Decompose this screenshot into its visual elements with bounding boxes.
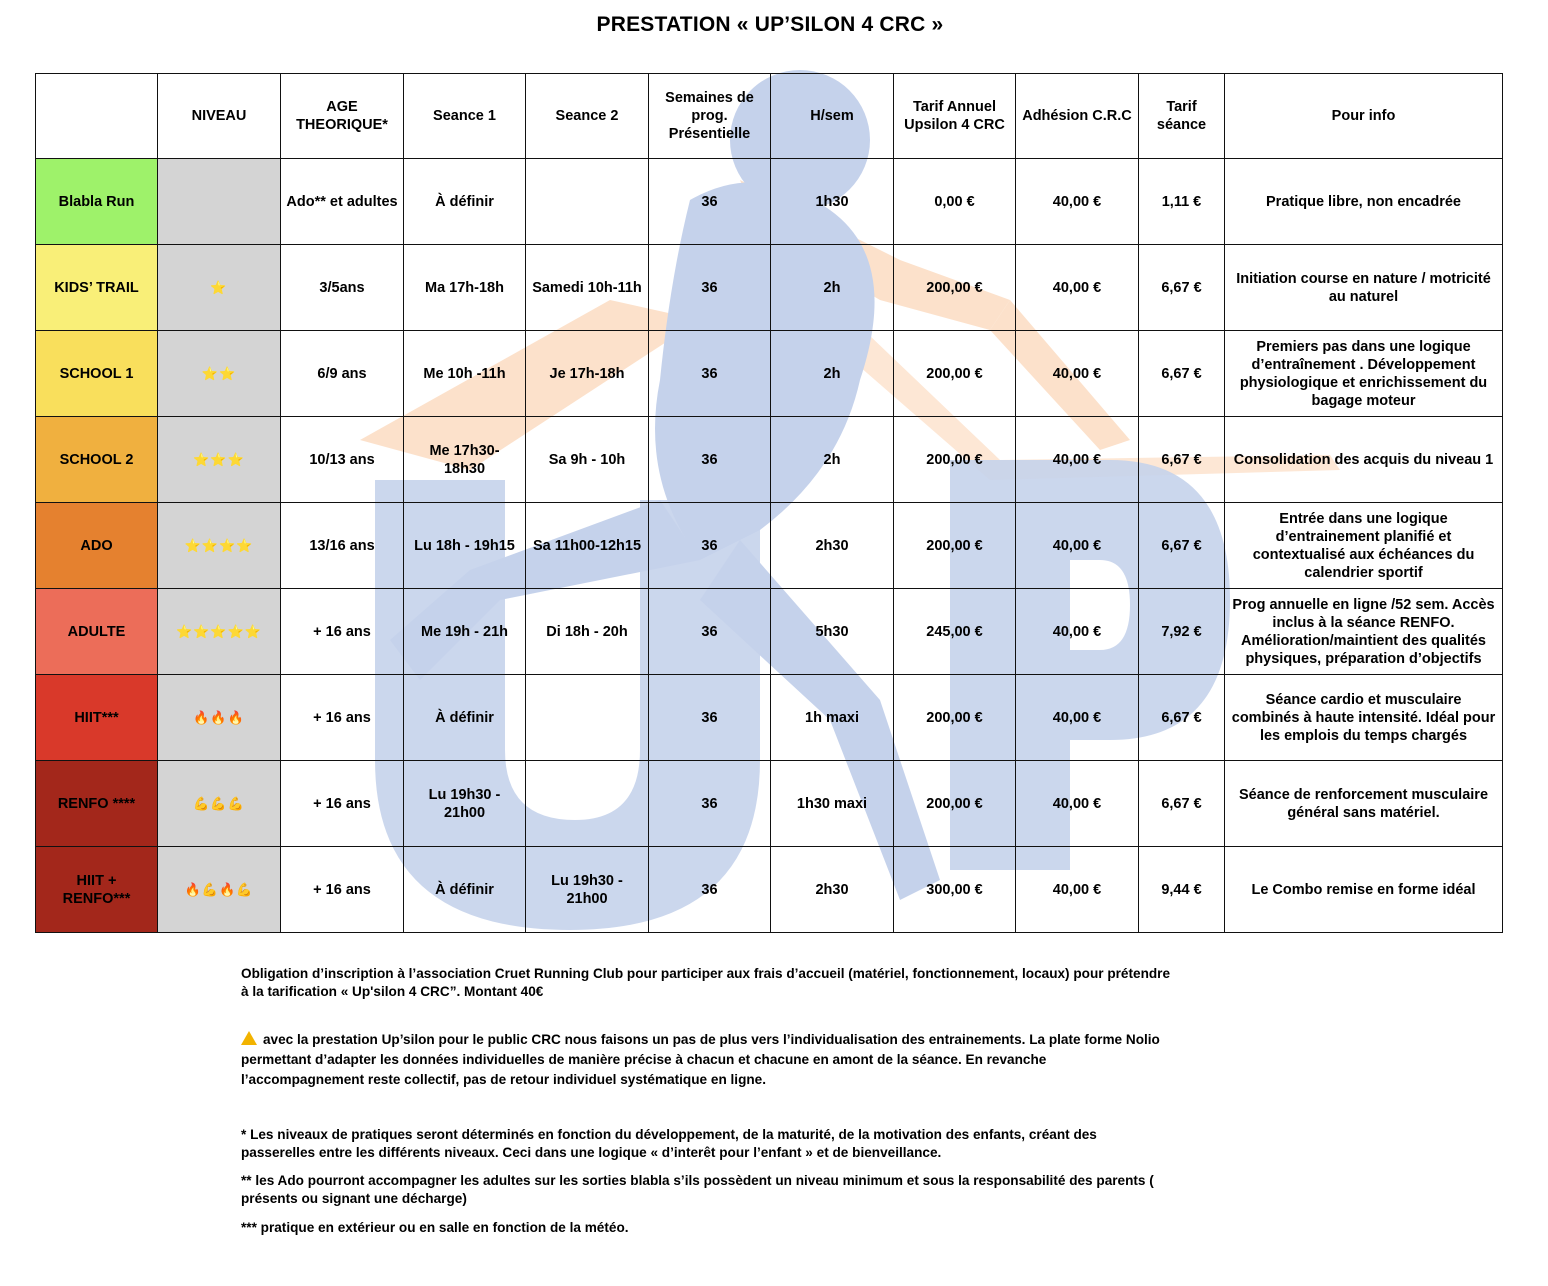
session-price-cell: 6,67 € (1139, 761, 1225, 847)
note-warning (241, 1030, 1171, 1090)
info-cell: Prog annuelle en ligne /52 sem. Accès inclus à la séance RENFO. Amélioration/maintient des qualités physiques, préparation d’objectifs (1225, 589, 1503, 675)
annual-price-cell: 300,00 € (894, 847, 1016, 933)
session-price-cell: 7,92 € (1139, 589, 1225, 675)
row-name-cell: HIIT*** (36, 675, 158, 761)
row-name-cell: SCHOOL 1 (36, 331, 158, 417)
row-name-cell: ADO (36, 503, 158, 589)
header-cell: AGE THEORIQUE* (281, 74, 404, 159)
note-warning-text: avec la prestation Up’silon pour le public CRC nous faisons un pas de plus vers l’individualisation des entrainements. La plate forme Nolio permettant d’adapter les données individuelles de manière précise à chacun et chacune en amont de la séance. En revanche l’accompagnement reste collectif, pas de retour individuel systématique en ligne. (241, 1032, 1160, 1087)
note-obligation: Obligation d’inscription à l’association Cruet Running Club pour participer aux frais d’accueil (matériel, fonctionnement, locaux) pour prétendre à la tarification « Up'silon 4 CRC”. Montant 40€ (241, 966, 1171, 999)
annual-price-cell: 200,00 € (894, 675, 1016, 761)
level-cell: ⭐⭐ (158, 331, 281, 417)
age-cell: 10/13 ans (281, 417, 404, 503)
hours-cell: 2h (771, 245, 894, 331)
session-price-cell: 6,67 € (1139, 503, 1225, 589)
level-cell: 💪💪💪 (158, 761, 281, 847)
hours-cell: 2h (771, 417, 894, 503)
row-name-cell: KIDS’ TRAIL (36, 245, 158, 331)
header-cell: Seance 1 (404, 74, 526, 159)
session-price-cell: 6,67 € (1139, 331, 1225, 417)
membership-cell: 40,00 € (1016, 847, 1139, 933)
table-row (36, 847, 1503, 933)
annual-price-cell: 245,00 € (894, 589, 1016, 675)
session2-cell (526, 761, 649, 847)
session-price-cell: 1,11 € (1139, 159, 1225, 245)
session1-cell: Ma 17h-18h (404, 245, 526, 331)
info-cell: Séance cardio et musculaire combinés à haute intensité. Idéal pour les emplois du temps chargés (1225, 675, 1503, 761)
annual-price-cell: 200,00 € (894, 761, 1016, 847)
weeks-cell: 36 (649, 331, 771, 417)
table-row (36, 331, 1503, 417)
warning-icon (241, 1031, 257, 1045)
age-cell: 13/16 ans (281, 503, 404, 589)
info-cell: Le Combo remise en forme idéal (1225, 847, 1503, 933)
annual-price-cell: 0,00 € (894, 159, 1016, 245)
pricing-table (35, 73, 1503, 933)
session2-cell: Sa 9h - 10h (526, 417, 649, 503)
weeks-cell: 36 (649, 245, 771, 331)
age-cell: 6/9 ans (281, 331, 404, 417)
header-cell: H/sem (771, 74, 894, 159)
session-price-cell: 6,67 € (1139, 245, 1225, 331)
row-name-cell: HIIT + RENFO*** (36, 847, 158, 933)
table-row (36, 761, 1503, 847)
row-name-cell: ADULTE (36, 589, 158, 675)
session1-cell: Lu 18h - 19h15 (404, 503, 526, 589)
info-cell: Séance de renforcement musculaire général sans matériel. (1225, 761, 1503, 847)
membership-cell: 40,00 € (1016, 159, 1139, 245)
header-cell: Seance 2 (526, 74, 649, 159)
info-cell: Pratique libre, non encadrée (1225, 159, 1503, 245)
header-cell: Semaines de prog. Présentielle (649, 74, 771, 159)
session2-cell: Samedi 10h-11h (526, 245, 649, 331)
membership-cell: 40,00 € (1016, 503, 1139, 589)
session1-cell: Lu 19h30 - 21h00 (404, 761, 526, 847)
weeks-cell: 36 (649, 761, 771, 847)
session2-cell: Je 17h-18h (526, 331, 649, 417)
membership-cell: 40,00 € (1016, 589, 1139, 675)
info-cell: Consolidation des acquis du niveau 1 (1225, 417, 1503, 503)
hours-cell: 1h30 (771, 159, 894, 245)
weeks-cell: 36 (649, 503, 771, 589)
session2-cell (526, 675, 649, 761)
age-cell: + 16 ans (281, 589, 404, 675)
annual-price-cell: 200,00 € (894, 245, 1016, 331)
table-row (36, 417, 1503, 503)
hours-cell: 5h30 (771, 589, 894, 675)
session-price-cell: 9,44 € (1139, 847, 1225, 933)
table-row (36, 589, 1503, 675)
header-cell: Tarif Annuel Upsilon 4 CRC (894, 74, 1016, 159)
session-price-cell: 6,67 € (1139, 417, 1225, 503)
age-cell: + 16 ans (281, 847, 404, 933)
note-star1: * Les niveaux de pratiques seront déterminés en fonction du développement, de la maturité, de la motivation des enfants, créant des passerelles entre les différents niveaux. Ceci dans une logique « d’interêt pour l’enfant » et de bienveillance. (241, 1127, 1097, 1160)
membership-cell: 40,00 € (1016, 245, 1139, 331)
age-cell: 3/5ans (281, 245, 404, 331)
info-cell: Initiation course en nature / motricité au naturel (1225, 245, 1503, 331)
header-cell: NIVEAU (158, 74, 281, 159)
note-star3: *** pratique en extérieur ou en salle en fonction de la météo. (241, 1220, 629, 1235)
level-cell (158, 159, 281, 245)
hours-cell: 2h30 (771, 503, 894, 589)
level-cell: ⭐⭐⭐⭐⭐ (158, 589, 281, 675)
table-row (36, 503, 1503, 589)
session2-cell: Lu 19h30 - 21h00 (526, 847, 649, 933)
hours-cell: 2h30 (771, 847, 894, 933)
membership-cell: 40,00 € (1016, 417, 1139, 503)
session2-cell (526, 159, 649, 245)
table-row (36, 159, 1503, 245)
row-name-cell: Blabla Run (36, 159, 158, 245)
session1-cell: À définir (404, 159, 526, 245)
weeks-cell: 36 (649, 589, 771, 675)
annual-price-cell: 200,00 € (894, 503, 1016, 589)
page-title: PRESTATION « UP’SILON 4 CRC » (596, 13, 944, 36)
session1-cell: Me 10h -11h (404, 331, 526, 417)
hours-cell: 1h maxi (771, 675, 894, 761)
session2-cell: Di 18h - 20h (526, 589, 649, 675)
header-cell: Adhésion C.R.C (1016, 74, 1139, 159)
row-name-cell: SCHOOL 2 (36, 417, 158, 503)
info-cell: Entrée dans une logique d’entrainement planifié et contextualisé aux échéances du calendrier sportif (1225, 503, 1503, 589)
session2-cell: Sa 11h00-12h15 (526, 503, 649, 589)
table-row (36, 675, 1503, 761)
session1-cell: À définir (404, 675, 526, 761)
level-cell: 🔥🔥🔥 (158, 675, 281, 761)
age-cell: + 16 ans (281, 761, 404, 847)
annual-price-cell: 200,00 € (894, 417, 1016, 503)
weeks-cell: 36 (649, 847, 771, 933)
level-cell: 🔥💪🔥💪 (158, 847, 281, 933)
header-cell (36, 74, 158, 159)
session1-cell: À définir (404, 847, 526, 933)
level-cell: ⭐⭐⭐⭐ (158, 503, 281, 589)
membership-cell: 40,00 € (1016, 675, 1139, 761)
header-cell: Pour info (1225, 74, 1503, 159)
header-cell: Tarif séance (1139, 74, 1225, 159)
membership-cell: 40,00 € (1016, 761, 1139, 847)
age-cell: + 16 ans (281, 675, 404, 761)
level-cell: ⭐⭐⭐ (158, 417, 281, 503)
note-star2: ** les Ado pourront accompagner les adultes sur les sorties blabla s’ils possèdent un niveau minimum et sous la responsabilité des parents ( présents ou signant une décharge) (241, 1173, 1154, 1206)
age-cell: Ado** et adultes (281, 159, 404, 245)
hours-cell: 2h (771, 331, 894, 417)
weeks-cell: 36 (649, 675, 771, 761)
weeks-cell: 36 (649, 159, 771, 245)
membership-cell: 40,00 € (1016, 331, 1139, 417)
session1-cell: Me 19h - 21h (404, 589, 526, 675)
level-cell: ⭐ (158, 245, 281, 331)
row-name-cell: RENFO **** (36, 761, 158, 847)
weeks-cell: 36 (649, 417, 771, 503)
session-price-cell: 6,67 € (1139, 675, 1225, 761)
session1-cell: Me 17h30-18h30 (404, 417, 526, 503)
table-header-row (36, 74, 1503, 159)
table-row (36, 245, 1503, 331)
hours-cell: 1h30 maxi (771, 761, 894, 847)
annual-price-cell: 200,00 € (894, 331, 1016, 417)
info-cell: Premiers pas dans une logique d’entraînement . Développement physiologique et enrichissement du bagage moteur (1225, 331, 1503, 417)
